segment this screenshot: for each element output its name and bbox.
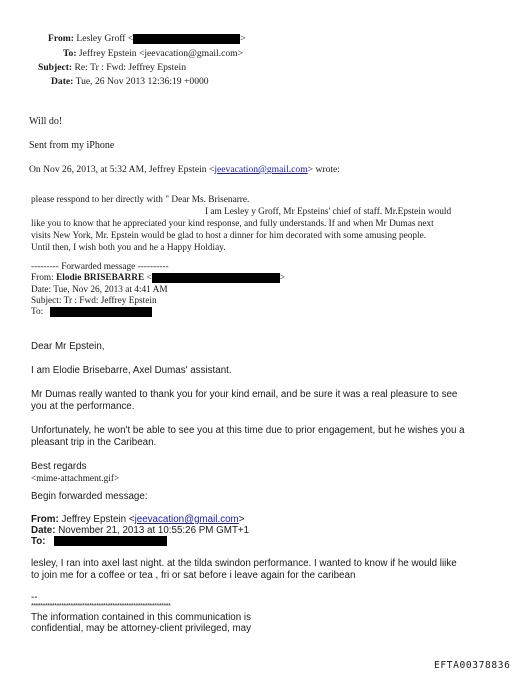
inner-date-row [31,525,249,537]
inner-body-line: lesley, I ran into axel last night. at the tilda swindon performance. I wanted to know if he would liike [31,558,457,569]
signature-dash: -- [31,592,38,603]
email-header [0,0,512,90]
epstein-line: I am Lesley y Groff, Mr Epsteins' chief of staff. Mr.Epstein would [205,207,452,217]
reply-line: Will do! [29,116,63,127]
header-date-row [51,76,209,87]
inner-date-label: Date: [31,525,59,536]
elodie-greeting: Dear Mr Epstein, [31,341,105,352]
redaction-box [133,34,240,44]
disclaimer-line: The information contained in this communication is [31,612,251,623]
separator-stars: ************************************************************ [31,603,171,610]
inner-from-email-link[interactable]: jeevacation@gmail.com [134,514,239,525]
elodie-paragraph: Unfortunately, he won't be able to see you at this time due to prior engagement, but he wishes you a [31,425,465,436]
forwarded-from-name: Elodie BRISEBARRE [56,273,145,284]
redaction-box [50,307,152,317]
inner-date-value: November 21, 2013 at 10:55:26 PM GMT+1 [58,525,250,536]
inner-from-close: > [238,514,245,525]
header-subject-value: Re: Tr : Fwd: Jeffrey Epstein [74,62,187,73]
header-from-row [48,33,246,44]
header-to-value: Jeffrey Epstein <jeevacation@gmail.com> [78,48,244,59]
header-to-label: To: [63,48,77,59]
inner-to-row [31,536,167,548]
forwarded-to-label: To: [31,307,44,318]
quote-intro [29,164,340,175]
header-from-name: Lesley Groff < [76,33,134,44]
quote-intro-tail: > wrote: [307,164,340,175]
forwarded-subject: Subject: Tr : Fwd: Jeffrey Epstein [31,296,157,306]
epstein-line: like you to know that he appreciated your kind response, and fully understands. If and when Mr Dumas next [31,219,434,229]
forwarded-to-row [31,307,152,319]
header-date-value: Tue, 26 Nov 2013 12:36:19 +0000 [75,76,209,87]
elodie-paragraph: pleasant trip in the Caribean. [31,437,157,448]
mime-attachment[interactable]: <mime-attachment.gif> [31,474,120,484]
epstein-line: visits New York, Mr. Epstein would be glad to host a dinner for him decorated with some amusing people. [31,231,427,241]
redaction-box [152,273,280,283]
elodie-regards: Best regards [31,461,87,472]
header-subject-row [38,62,186,73]
quote-intro-email-link[interactable]: jeevacation@gmail.com [214,164,308,175]
header-subject-label: Subject: [38,62,73,73]
inner-body-line: to join me for a coffee or tea , fri or sat before i leave again for the caribean [31,570,356,581]
inner-from-name: Jeffrey Epstein < [61,514,135,525]
inner-to-label: To: [31,536,46,547]
epstein-line: please resspond to her directly with " Dear Ms. Brisenarre. [31,195,250,205]
elodie-paragraph: I am Elodie Brisebarre, Axel Dumas' assistant. [31,365,232,376]
redaction-box [54,536,167,546]
forwarded-divider: --------- Forwarded message ---------- [31,262,169,272]
forwarded-date: Date: Tue, Nov 26, 2013 at 4:41 AM [31,285,168,295]
forwarded-from-close: > [279,273,285,284]
header-to-row [63,48,243,59]
forwarded-from-row [31,273,285,285]
inner-from-row [31,514,244,526]
elodie-paragraph: Mr Dumas really wanted to thank you for your kind email, and be sure it was a real pleasure to see [31,389,458,400]
elodie-paragraph: you at the performance. [31,401,135,412]
inner-from-label: From: [31,514,62,525]
header-date-label: Date: [51,76,74,87]
header-from-label: From: [48,33,74,44]
quote-intro-text: On Nov 26, 2013, at 5:32 AM, Jeffrey Epstein < [29,164,215,175]
document-id: EFTA00378836 [434,660,511,671]
begin-forwarded-label: Begin forwarded message: [31,491,148,502]
reply-signature: Sent from my iPhone [29,140,115,151]
epstein-line: Until then, I wish both you and he a Happy Holdiay. [31,243,226,253]
forwarded-from-bracket: < [144,273,152,284]
disclaimer-line: confidential, may be attorney-client privileged, may [31,623,251,634]
header-from-close: > [240,33,246,44]
forwarded-from-label: From: [31,273,57,284]
